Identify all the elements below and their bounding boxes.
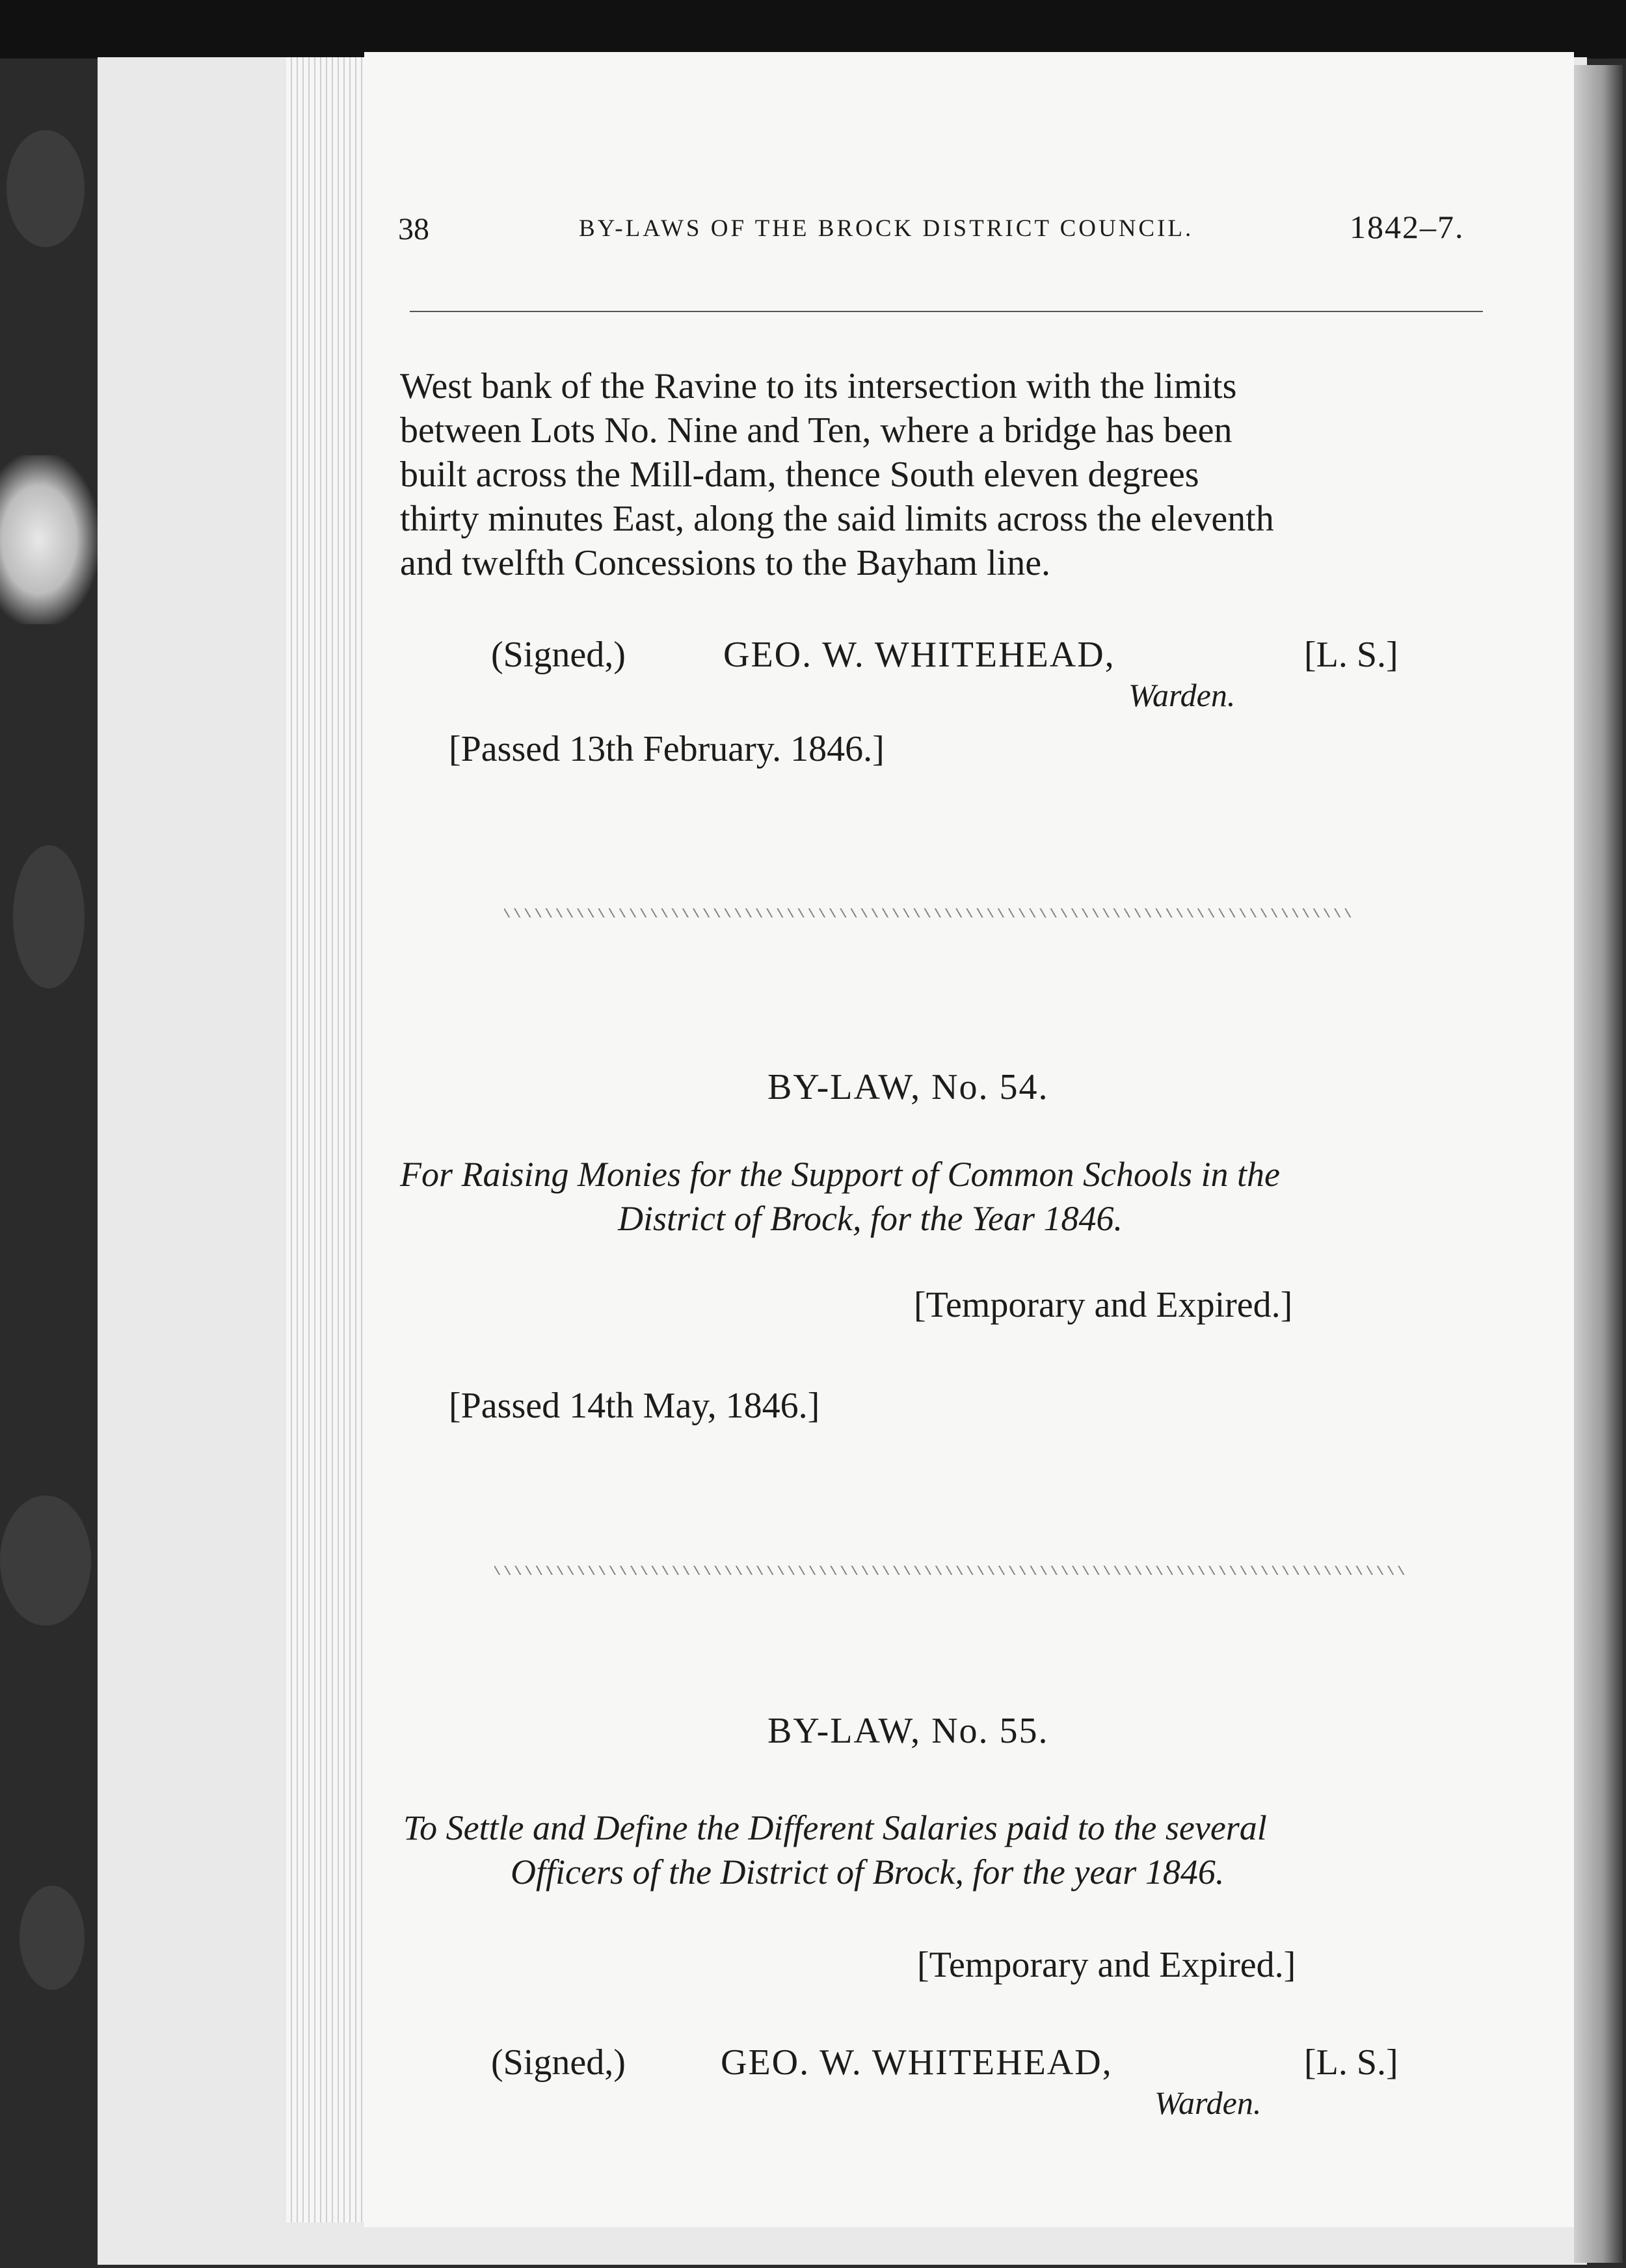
bylaw-title-line: District of Brock, for the Year 1846. bbox=[618, 1199, 1123, 1238]
bylaw-status: [Temporary and Expired.] bbox=[917, 1945, 1296, 1985]
section-divider bbox=[504, 908, 1353, 917]
seal-mark: [L. S.] bbox=[1304, 635, 1398, 675]
stacked-page-edges bbox=[286, 57, 371, 2222]
bylaw-heading: BY-LAW, No. 54. bbox=[767, 1067, 1049, 1107]
page-number: 38 bbox=[398, 212, 429, 246]
signatory-name: GEO. W. WHITEHEAD, bbox=[721, 2042, 1113, 2083]
paragraph-line: and twelfth Concessions to the Bayham line. bbox=[400, 543, 1051, 583]
passed-date: [Passed 13th February. 1846.] bbox=[449, 729, 885, 769]
signed-label: (Signed,) bbox=[491, 635, 626, 675]
scan-background-mottle bbox=[13, 845, 85, 988]
header-rule bbox=[410, 311, 1483, 312]
signatory-role: Warden. bbox=[1128, 677, 1236, 713]
paper-tear-mark bbox=[0, 455, 98, 624]
signed-label: (Signed,) bbox=[491, 2042, 626, 2083]
year-range: 1842–7. bbox=[1350, 209, 1465, 245]
scan-top-border bbox=[0, 0, 1626, 59]
bylaw-status: [Temporary and Expired.] bbox=[914, 1285, 1293, 1325]
paragraph-line: thirty minutes East, along the said limits across the eleventh bbox=[400, 499, 1274, 539]
scan-background-mottle bbox=[0, 1496, 91, 1626]
book-right-edge bbox=[1574, 65, 1623, 2263]
passed-date: [Passed 14th May, 1846.] bbox=[449, 1386, 820, 1426]
section-divider bbox=[494, 1566, 1408, 1575]
scan-background-mottle bbox=[7, 130, 85, 247]
seal-mark: [L. S.] bbox=[1304, 2042, 1398, 2083]
paragraph-line: between Lots No. Nine and Ten, where a bridge has been bbox=[400, 410, 1233, 451]
bylaw-title-line: Officers of the District of Brock, for the year 1846. bbox=[511, 1853, 1225, 1892]
running-title: BY-LAWS OF THE BROCK DISTRICT COUNCIL. bbox=[579, 215, 1194, 242]
paragraph-line: built across the Mill-dam, thence South eleven degrees bbox=[400, 455, 1199, 495]
paragraph-line: West bank of the Ravine to its intersection with the limits bbox=[400, 366, 1237, 406]
bylaw-title-line: To Settle and Define the Different Salaries paid to the several bbox=[403, 1808, 1267, 1847]
signatory-name: GEO. W. WHITEHEAD, bbox=[723, 635, 1115, 675]
scan-background-mottle bbox=[20, 1886, 85, 1990]
bylaw-heading: BY-LAW, No. 55. bbox=[767, 1711, 1049, 1751]
continuation-paragraph bbox=[400, 364, 1496, 585]
signatory-role: Warden. bbox=[1154, 2085, 1262, 2121]
bylaw-title-line: For Raising Monies for the Support of Common Schools in the bbox=[400, 1155, 1280, 1194]
